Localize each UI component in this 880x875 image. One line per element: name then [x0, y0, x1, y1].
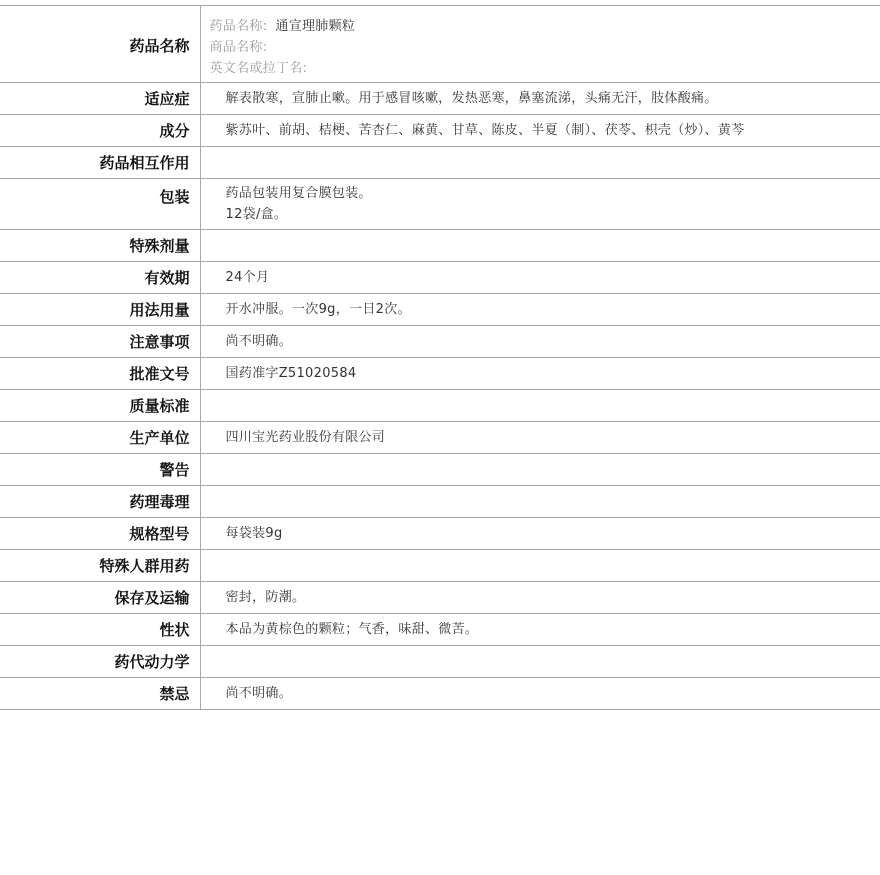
approval-number-value: 国药准字Z51020584 [200, 358, 880, 390]
row-indications [0, 83, 880, 115]
row-warning [0, 454, 880, 486]
row-shelf-life [0, 262, 880, 294]
pharmacology-value [200, 486, 880, 518]
row-packaging [0, 179, 880, 230]
special-dosage-label: 特殊剂量 [0, 230, 200, 262]
row-storage [0, 582, 880, 614]
row-special-dosage [0, 230, 880, 262]
english-name-label: 英文名或拉丁名: [210, 58, 880, 79]
ingredients-value: 紫苏叶、前胡、桔梗、苦杏仁、麻黄、甘草、陈皮、半夏（制）、茯苓、枳壳（炒）、黄芩 [200, 115, 880, 147]
pharmacology-label: 药理毒理 [0, 486, 200, 518]
quality-standard-label: 质量标准 [0, 390, 200, 422]
specification-value: 每袋装9g [200, 518, 880, 550]
packaging-line-1: 药品包装用复合膜包装。 [226, 183, 880, 204]
warning-value [200, 454, 880, 486]
precautions-label: 注意事项 [0, 326, 200, 358]
row-interactions [0, 147, 880, 179]
approval-number-label: 批准文号 [0, 358, 200, 390]
row-ingredients [0, 115, 880, 147]
contraindications-label: 禁忌 [0, 678, 200, 710]
dosage-label: 用法用量 [0, 294, 200, 326]
drug-name-label: 药品名称 [0, 6, 200, 83]
trade-name-label: 商品名称: [210, 37, 880, 58]
pharmacokinetics-label: 药代动力学 [0, 646, 200, 678]
shelf-life-label: 有效期 [0, 262, 200, 294]
precautions-value: 尚不明确。 [200, 326, 880, 358]
row-specification [0, 518, 880, 550]
row-special-population [0, 550, 880, 582]
generic-name-label: 药品名称: [210, 19, 268, 34]
specification-label: 规格型号 [0, 518, 200, 550]
quality-standard-value [200, 390, 880, 422]
row-dosage [0, 294, 880, 326]
interactions-value [200, 147, 880, 179]
row-pharmacokinetics [0, 646, 880, 678]
indications-value: 解表散寒，宣肺止嗽。用于感冒咳嗽，发热恶寒，鼻塞流涕，头痛无汗，肢体酸痛。 [200, 83, 880, 115]
manufacturer-value: 四川宝光药业股份有限公司 [200, 422, 880, 454]
row-manufacturer [0, 422, 880, 454]
drug-info-table [0, 5, 880, 710]
row-quality-standard [0, 390, 880, 422]
row-pharmacology [0, 486, 880, 518]
storage-value: 密封，防潮。 [200, 582, 880, 614]
appearance-value: 本品为黄棕色的颗粒；气香，味甜、微苦。 [200, 614, 880, 646]
special-population-label: 特殊人群用药 [0, 550, 200, 582]
row-drug-name [0, 6, 880, 83]
indications-label: 适应症 [0, 83, 200, 115]
generic-name-line [210, 16, 880, 37]
interactions-label: 药品相互作用 [0, 147, 200, 179]
appearance-label: 性状 [0, 614, 200, 646]
special-population-value [200, 550, 880, 582]
ingredients-label: 成分 [0, 115, 200, 147]
contraindications-value: 尚不明确。 [200, 678, 880, 710]
pharmacokinetics-value [200, 646, 880, 678]
warning-label: 警告 [0, 454, 200, 486]
row-approval-number [0, 358, 880, 390]
row-appearance [0, 614, 880, 646]
special-dosage-value [200, 230, 880, 262]
drug-name-value [200, 6, 880, 83]
packaging-label: 包装 [0, 179, 200, 230]
row-precautions [0, 326, 880, 358]
manufacturer-label: 生产单位 [0, 422, 200, 454]
dosage-value: 开水冲服。一次9g，一日2次。 [200, 294, 880, 326]
shelf-life-value: 24个月 [200, 262, 880, 294]
packaging-line-2: 12袋/盒。 [226, 204, 880, 225]
generic-name-value: 通宣理肺颗粒 [275, 19, 355, 34]
packaging-value [200, 179, 880, 230]
row-contraindications [0, 678, 880, 710]
storage-label: 保存及运输 [0, 582, 200, 614]
